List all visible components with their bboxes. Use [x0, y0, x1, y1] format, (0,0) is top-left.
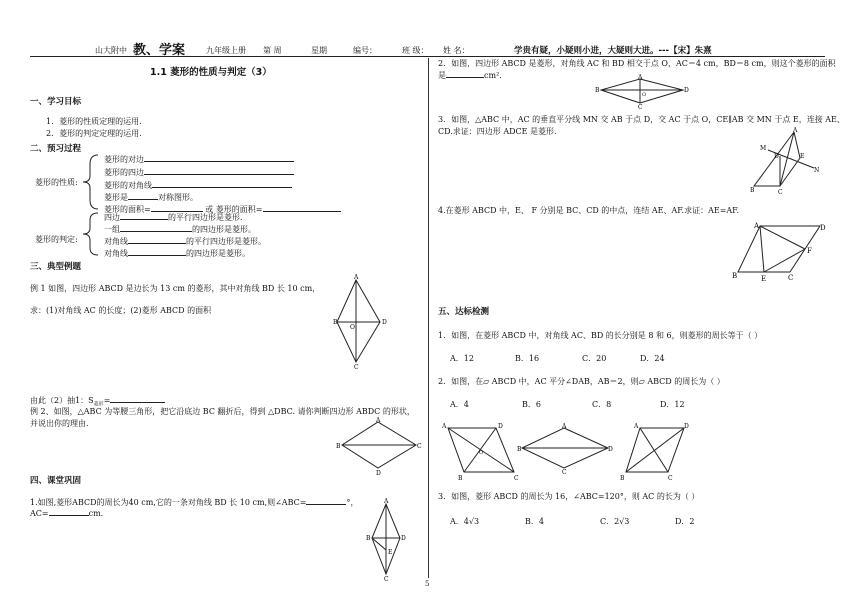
section-practice-title: 四、课堂巩固	[30, 476, 82, 486]
svg-text:D: D	[820, 224, 826, 232]
question-3-line-1: 3．如图，△ABC 中，AC 的垂直平分线 MN 交 AB 于点 D，交 AC 于点 O，CE∥AB 交 MN 于点 E，连接 AE、	[438, 115, 845, 124]
example-2-line-1: 例 2、如图，△ABC 为等腰三角形，把它沿底边 BC 翻折后，得到 △DBC. 请你判断四边形 ABDC 的形状，	[30, 407, 415, 416]
motto: 学贵有疑，小疑则小进，大疑则大进。---【宋】朱熹	[514, 46, 712, 56]
svg-text:E: E	[800, 153, 805, 160]
svg-text:A: A	[442, 423, 447, 430]
svg-text:A: A	[354, 274, 359, 281]
practice-1-line-2: AC= cm.	[30, 509, 104, 518]
svg-text:E: E	[388, 549, 393, 556]
brace-icon	[80, 212, 102, 256]
svg-text:D: D	[608, 446, 613, 453]
question-3-line-2: CD.求证：四边形 ADCE 是菱形.	[438, 127, 557, 136]
svg-text:C: C	[638, 104, 643, 111]
goal-2: 2．菱形的判定定理的运用.	[46, 129, 142, 138]
svg-text:C: C	[417, 443, 422, 450]
parallelogram-figure-test-2c	[620, 420, 694, 482]
svg-text:C: C	[788, 274, 794, 282]
svg-text:O: O	[479, 450, 484, 456]
test-2-option-a: A．4	[450, 400, 469, 409]
svg-text:D: D	[684, 87, 689, 94]
section-examples-title: 三、典型例题	[30, 262, 82, 272]
test-1-option-b: B．16	[515, 354, 540, 363]
svg-text:C: C	[354, 364, 359, 371]
section-preview-title: 二、预习过程	[30, 144, 82, 154]
triangle-figure-question-3	[750, 128, 820, 196]
test-2-option-b: B．6	[522, 400, 541, 409]
svg-text:A: A	[634, 423, 639, 430]
svg-text:C: C	[778, 189, 783, 196]
test-1-option-a: A．12	[450, 354, 474, 363]
test-2-option-d: D．12	[660, 400, 685, 409]
svg-text:B: B	[620, 475, 625, 482]
property-3: 菱形的对角线	[104, 180, 292, 191]
question-2-line-2: 是 cm².	[438, 71, 502, 80]
test-2-option-c: C．8	[592, 400, 612, 409]
svg-text:E: E	[761, 275, 767, 283]
svg-text:D: D	[382, 319, 387, 326]
example-1-line-2: 求：(1)对角线 AC 的长度；(2)菱形 ABCD 的面积	[30, 306, 212, 315]
svg-text:F: F	[807, 247, 812, 255]
page-number: 5	[425, 580, 430, 588]
test-3-option-a: A．4√3	[450, 517, 480, 526]
svg-text:B: B	[517, 446, 522, 453]
svg-text:A: A	[638, 74, 643, 81]
week-label: 第 周	[263, 46, 282, 55]
test-3-option-d: D．2	[675, 517, 695, 526]
svg-text:D: D	[498, 423, 503, 430]
svg-text:O: O	[350, 324, 355, 331]
example-1-solution: 由此（2）抽1：$S_{菱形}=$	[30, 395, 165, 408]
svg-text:B: B	[366, 535, 371, 542]
svg-text:B: B	[595, 87, 600, 94]
test-1-option-d: D．24	[640, 354, 665, 363]
judge-2: 一组 的四边形是菱形。	[104, 225, 256, 234]
svg-text:A: A	[384, 498, 389, 505]
name-label: 姓 名：	[443, 46, 470, 55]
school-name: 山大附中	[95, 46, 127, 55]
judge-4: 对角线 的四边形是菱形。	[104, 249, 250, 258]
question-4-line-1: 4.在菱形 ABCD 中，E、 F 分别是 BC、CD 的中点，连结 AE、AF.求证：AE=AF.	[438, 206, 740, 215]
rhombus-figure-question-4	[732, 220, 828, 284]
test-3-option-c: C．2√3	[600, 517, 630, 526]
svg-text:B: B	[750, 187, 755, 194]
svg-text:A: A	[793, 127, 798, 134]
question-2-line-1: 2．如图，四边形 ABCD 是菱形，对角线 AC 和 BD 相交于点 O，AC＝4 cm，BD＝8 cm，则这个菱形的面积	[438, 59, 836, 68]
section-goals-title: 一、学习目标	[30, 97, 82, 107]
brace-icon	[80, 154, 102, 210]
judge-label: 菱形的判定:	[35, 235, 78, 244]
test-2-question: 2．如图，在▱ ABCD 中，AC 平分∠DAB，AB＝2，则▱ ABCD 的周长为（ ）	[438, 377, 725, 386]
class-label: 班 级：	[402, 46, 429, 55]
lesson-title: 1.1 菱形的性质与判定（3）	[150, 67, 272, 78]
test-3-question: 3．如图，菱形 ABCD 的周长为 16，∠ABC=120°，则 AC 的长为（ ）	[438, 492, 700, 501]
column-divider	[428, 58, 429, 578]
property-4: 菱形是 对称图形。	[104, 193, 198, 202]
parallelogram-figure-test-2a	[440, 420, 524, 482]
svg-text:B: B	[333, 319, 338, 326]
svg-text:D: D	[401, 535, 406, 542]
svg-text:D: D	[774, 153, 779, 160]
test-1-option-c: C．20	[582, 354, 607, 363]
goal-1: 1．菱形的性质定理的运用.	[46, 117, 142, 126]
svg-text:C: C	[384, 576, 389, 583]
page-heading: 教、学案	[133, 43, 186, 58]
judge-3: 对角线 的平行四边形是菱形。	[104, 237, 266, 246]
svg-text:O: O	[642, 92, 647, 98]
svg-text:M: M	[760, 145, 767, 152]
svg-text:D: D	[684, 423, 689, 430]
rhombus-figure-example-2	[336, 417, 422, 477]
example-1-line-1: 例 1 如图，四边形 ABCD 是边长为 13 cm 的菱形，其中对角线 BD 长 10 cm，	[30, 284, 321, 293]
svg-text:D: D	[376, 470, 381, 477]
code-label: 编号：	[353, 46, 377, 55]
svg-text:B: B	[336, 443, 341, 450]
svg-text:C: C	[514, 475, 519, 482]
weekday-label: 星期	[311, 46, 327, 55]
example-2-line-2: 并说出你的理由.	[30, 419, 89, 428]
judge-1: 四边 的平行四边形是菱形.	[104, 213, 243, 222]
rhombus-figure-example-1	[334, 274, 392, 370]
test-1-question: 1．如图，在菱形 ABCD 中，对角线 AC、BD 的长分别是 8 和 6，则菱形的周长等于（ ）	[438, 331, 763, 340]
svg-text:B: B	[458, 475, 463, 482]
property-2: 菱形的四边	[104, 167, 294, 178]
svg-text:C: C	[562, 469, 567, 476]
svg-text:A: A	[376, 417, 381, 424]
grade-label: 九年级上册	[206, 46, 246, 55]
property-label: 菱形的性质:	[35, 178, 78, 187]
test-3-option-b: B．4	[525, 517, 544, 526]
practice-1-line-1: 1.如图,菱形ABCD的周长为40 cm,它的一条对角线 BD 长 10 cm,则∠ABC= °，	[30, 498, 359, 507]
rhombus-figure-practice-1	[366, 498, 406, 582]
section-test-title: 五、达标检测	[438, 307, 490, 317]
rhombus-figure-test-2b	[517, 423, 614, 476]
svg-text:N: N	[814, 167, 820, 174]
property-1: 菱形的对边	[104, 154, 294, 165]
svg-text:B: B	[732, 272, 738, 280]
svg-text:C: C	[668, 475, 673, 482]
property-5: 菱形的面积= 或 菱形的面积=	[104, 204, 341, 215]
rhombus-figure-question-2	[595, 75, 693, 109]
svg-text:A: A	[754, 222, 760, 230]
svg-text:A: A	[562, 423, 567, 430]
